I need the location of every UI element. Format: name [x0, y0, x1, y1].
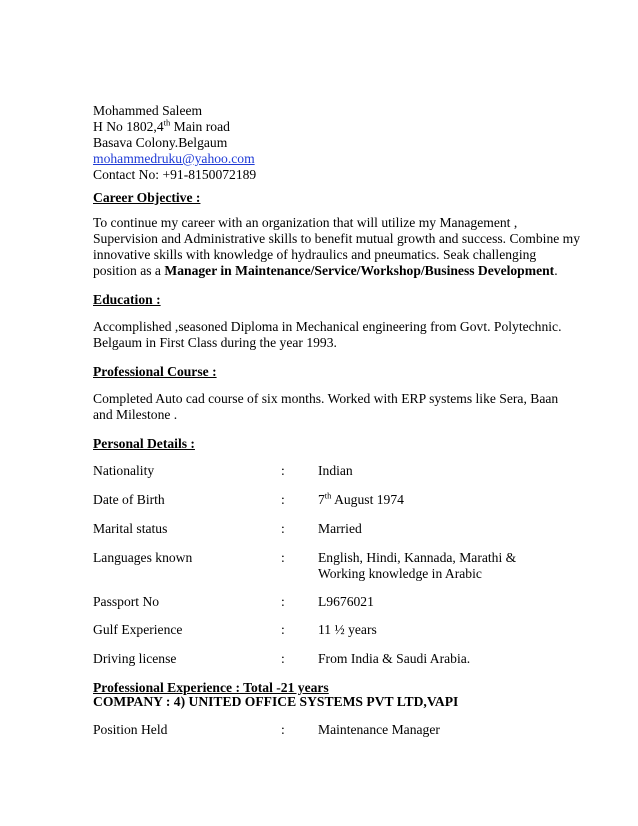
detail-label: Passport No: [93, 594, 160, 609]
detail-label: Driving license: [93, 651, 177, 666]
education-heading: Education :: [93, 292, 161, 307]
detail-value: 7th August 1974: [318, 490, 404, 507]
detail-row-dob: [93, 492, 613, 508]
career-line: position as a Manager in Maintenance/Service/Workshop/Business Development.: [93, 263, 558, 278]
detail-value: From India & Saudi Arabia.: [318, 651, 471, 666]
address-line: H No 1802,4th Main road: [93, 117, 230, 134]
candidate-name: Mohammed Saleem: [93, 103, 203, 118]
detail-label: Position Held: [93, 722, 168, 737]
detail-separator: :: [281, 521, 285, 536]
education-line: Accomplished ,seasoned Diploma in Mechanical engineering from Govt. Polytechnic.: [93, 319, 562, 334]
detail-label: Date of Birth: [93, 492, 165, 507]
detail-separator: :: [281, 492, 285, 507]
email-link[interactable]: mohammedruku@yahoo.com: [93, 151, 255, 166]
detail-row-languages: [93, 550, 613, 582]
course-line: and Milestone .: [93, 407, 178, 422]
detail-row-marital: [93, 521, 613, 537]
personal-details-heading: Personal Details :: [93, 436, 195, 451]
detail-value: English, Hindi, Kannada, Marathi & Working knowledge in Arabic: [318, 550, 517, 581]
area-line: Basava Colony.Belgaum: [93, 135, 228, 150]
course-line: Completed Auto cad course of six months. Worked with ERP systems like Sera, Baan: [93, 391, 559, 406]
detail-separator: :: [281, 463, 285, 478]
detail-value: Indian: [318, 463, 353, 478]
career-objective-text: [93, 215, 581, 279]
professional-experience-heading: Professional Experience : Total -21 years: [93, 680, 329, 695]
detail-label: Nationality: [93, 463, 155, 478]
detail-separator: :: [281, 594, 285, 609]
detail-label: Gulf Experience: [93, 622, 183, 637]
detail-separator: :: [281, 622, 285, 637]
detail-separator: :: [281, 550, 285, 565]
career-objective-heading: Career Objective :: [93, 190, 201, 205]
detail-row-nationality: [93, 463, 613, 479]
detail-row-driving: [93, 651, 613, 667]
detail-label: Marital status: [93, 521, 168, 536]
detail-value: L9676021: [318, 594, 374, 609]
detail-value: 11 ½ years: [318, 622, 377, 637]
detail-row-position: [93, 722, 613, 738]
company-line: COMPANY : 4) UNITED OFFICE SYSTEMS PVT LTD,VAPI: [93, 694, 459, 709]
detail-separator: :: [281, 651, 285, 666]
career-line: To continue my career with an organization that will utilize my Management ,: [93, 215, 518, 230]
career-line: Supervision and Administrative skills to benefit mutual growth and success. Combine my: [93, 231, 581, 246]
career-line: innovative skills with knowledge of hydraulics and pneumatics. Seak challenging: [93, 247, 537, 262]
detail-separator: :: [281, 722, 285, 737]
education-line: Belgaum in First Class during the year 1993.: [93, 335, 337, 350]
detail-row-passport: [93, 594, 613, 610]
detail-label: Languages known: [93, 550, 193, 565]
phone-line: Contact No: +91-8150072189: [93, 167, 257, 182]
professional-course-heading: Professional Course :: [93, 364, 217, 379]
professional-course-text: [93, 391, 558, 423]
education-text: [93, 319, 561, 351]
detail-value: Married: [318, 521, 362, 536]
detail-row-gulf-experience: [93, 622, 613, 638]
detail-value: Maintenance Manager: [318, 722, 440, 737]
contact-block: [93, 103, 256, 183]
